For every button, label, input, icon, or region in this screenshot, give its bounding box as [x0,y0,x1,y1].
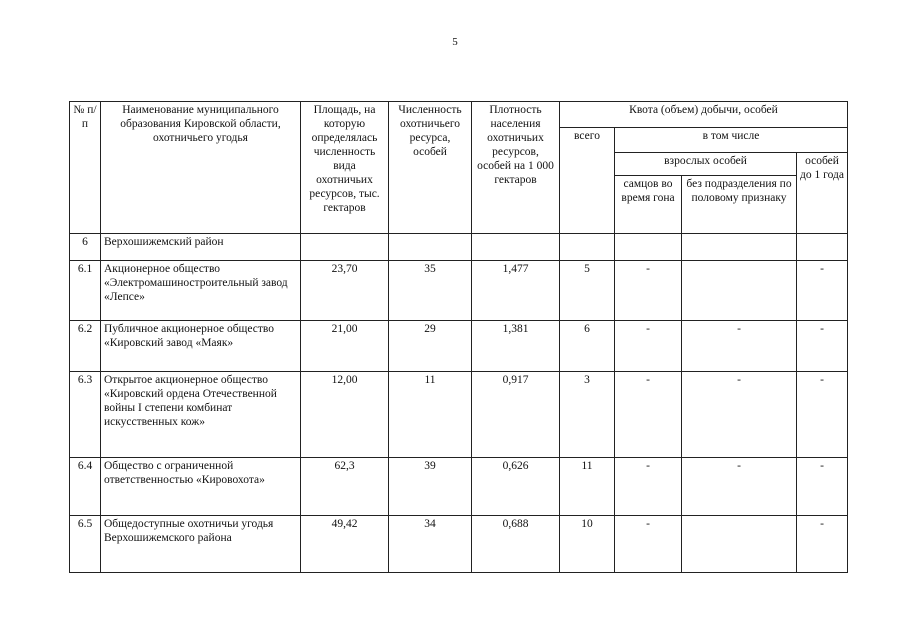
header-total: всего [560,128,615,234]
row-num: 6.3 [70,372,101,458]
header-name: Наименование муниципального образования Кировской области, охотничьего угодья [101,102,301,234]
district-name: Верхошижемский район [101,234,301,261]
row-males: - [615,372,682,458]
row-density: 1,381 [472,321,560,372]
row-under-one: - [797,372,848,458]
row-area: 62,3 [301,458,389,516]
row-total: 6 [560,321,615,372]
row-name: Публичное акционерное общество «Кировский завод «Маяк» [101,321,301,372]
row-no-division: - [682,321,797,372]
row-density: 0,917 [472,372,560,458]
row-name: Акционерное общество «Электромашиностроительный завод «Лепсе» [101,261,301,321]
header-density: Плотность населения охотничьих ресурсов, особей на 1 000 гектаров [472,102,560,234]
header-including: в том числе [615,128,848,153]
row-density: 1,477 [472,261,560,321]
header-no-division: без подразделения по половому признаку [682,176,797,234]
header-quota: Квота (объем) добычи, особей [560,102,848,128]
row-area: 23,70 [301,261,389,321]
row-area: 12,00 [301,372,389,458]
header-area: Площадь, на которую определялась численность вида охотничьих ресурсов, тыс. гектаров [301,102,389,234]
row-males: - [615,321,682,372]
header-num: № п/п [70,102,101,234]
row-num: 6.4 [70,458,101,516]
header-under-one: особей до 1 года [797,153,848,234]
header-count: Численность охотничьего ресурса, особей [389,102,472,234]
row-name: Общество с ограниченной ответственностью «Кировохота» [101,458,301,516]
row-no-division: - [682,458,797,516]
row-no-division [682,261,797,321]
row-total: 5 [560,261,615,321]
row-area: 49,42 [301,516,389,573]
quota-table [69,101,848,573]
row-males: - [615,458,682,516]
row-count: 34 [389,516,472,573]
row-name: Открытое акционерное общество «Кировский ордена Отечественной войны I степени комбинат искусственных кож» [101,372,301,458]
row-area: 21,00 [301,321,389,372]
row-count: 29 [389,321,472,372]
row-under-one: - [797,516,848,573]
page-number: 5 [452,36,458,48]
table-row [70,458,848,516]
row-count: 35 [389,261,472,321]
table-row [70,516,848,573]
row-males: - [615,516,682,573]
row-males: - [615,261,682,321]
district-num: 6 [70,234,101,261]
row-under-one: - [797,261,848,321]
table-row [70,261,848,321]
row-name: Общедоступные охотничьи угодья Верхошижемского района [101,516,301,573]
row-num: 6.1 [70,261,101,321]
row-total: 11 [560,458,615,516]
row-no-division [682,516,797,573]
table-row [70,321,848,372]
row-total: 10 [560,516,615,573]
header-adults: взрослых особей [615,153,797,176]
row-density: 0,626 [472,458,560,516]
row-count: 11 [389,372,472,458]
table-row [70,372,848,458]
row-under-one: - [797,458,848,516]
row-no-division: - [682,372,797,458]
row-density: 0,688 [472,516,560,573]
row-num: 6.5 [70,516,101,573]
header-males: самцов во время гона [615,176,682,234]
district-row [70,234,848,261]
row-num: 6.2 [70,321,101,372]
row-under-one: - [797,321,848,372]
row-count: 39 [389,458,472,516]
row-total: 3 [560,372,615,458]
